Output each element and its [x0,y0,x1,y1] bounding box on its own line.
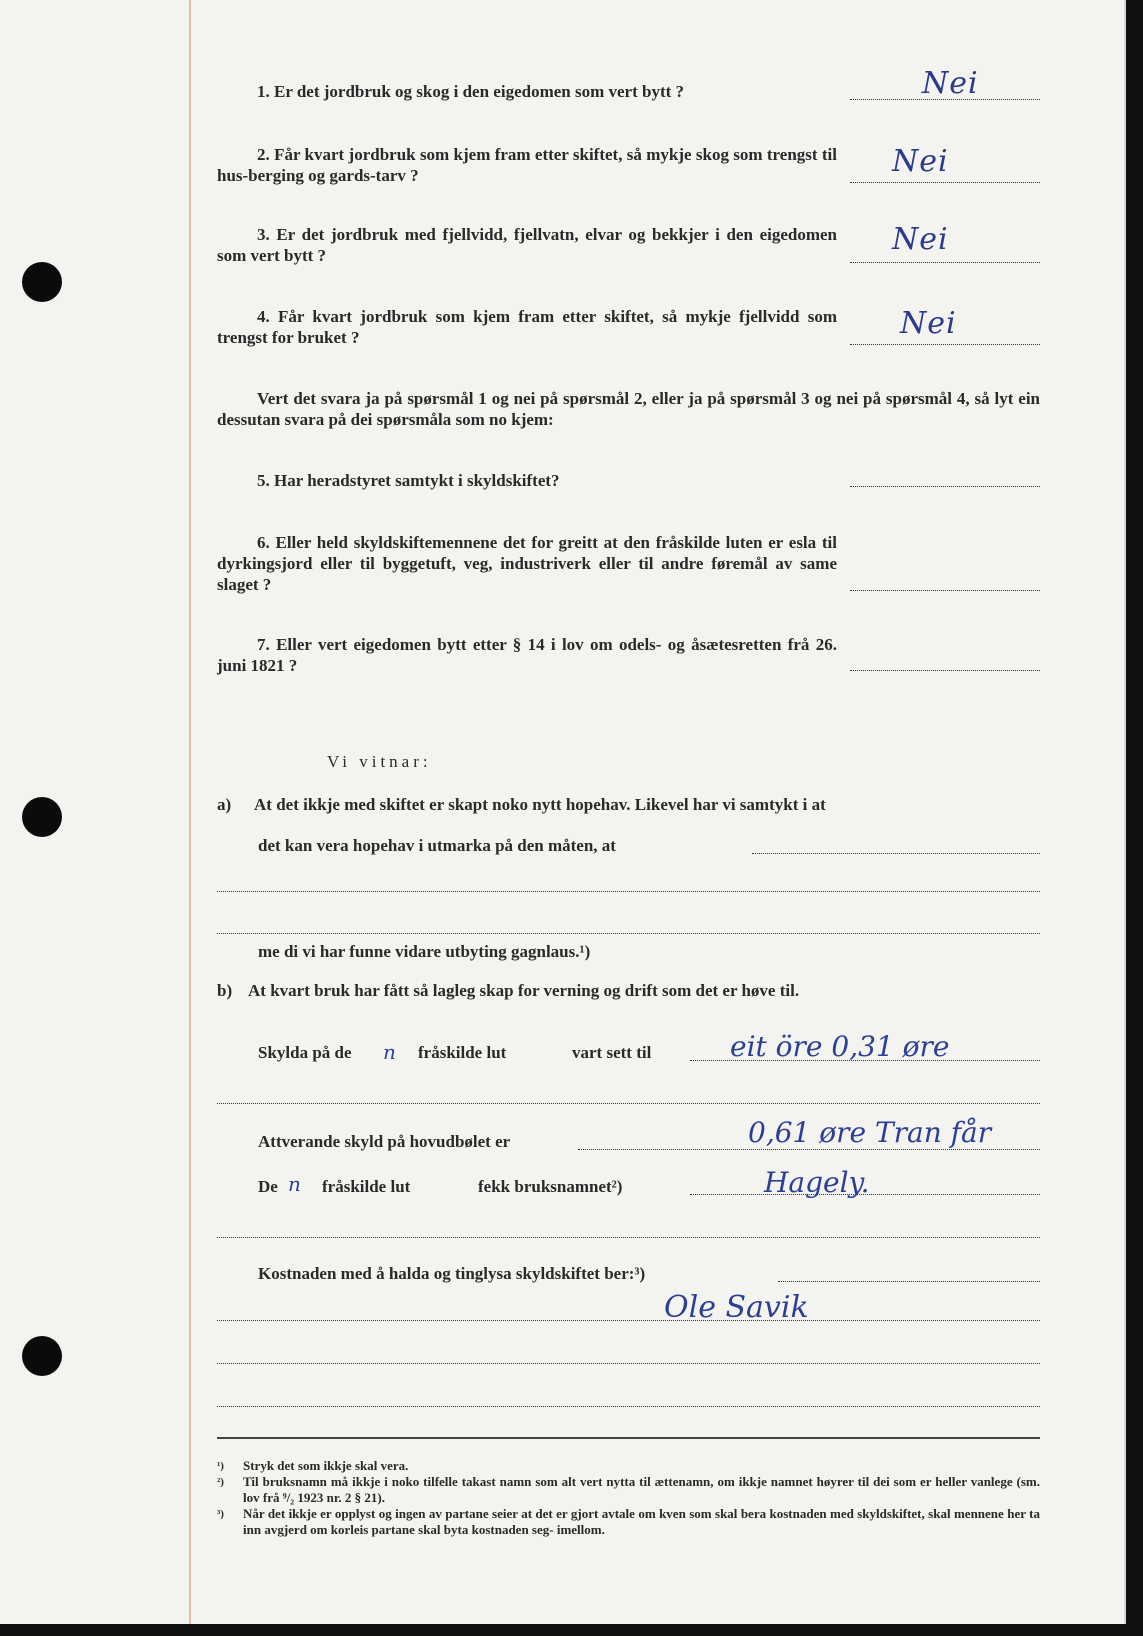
bruksnamn-value: Hagely. [764,1166,870,1199]
answer-line-5 [850,486,1040,487]
kostnad-line [778,1281,1040,1282]
punch-hole [22,797,62,837]
question-1: 1. Er det jordbruk og skog i den eigedomen som vert bytt ? [257,82,685,101]
hopehav-line [752,853,1040,854]
de-label: De [258,1177,278,1196]
witness-a-marker: a) [217,795,232,814]
kostnad-line-2 [217,1320,1040,1321]
de-lut-label: fråskilde lut [322,1177,411,1196]
skylda-value: eit öre 0,31 øre [730,1030,950,1063]
answer-line-3 [850,262,1040,263]
question-2: 2. Får kvart jordbruk som kjem fram etter skiftet, så mykje skog som trengst til hus-berging og gards-tarv ? [217,145,838,185]
margin-line [189,0,191,1624]
attverande-line [578,1149,1040,1150]
attverande-value: 0,61 øre Tran får [748,1116,992,1149]
signature: Ole Savik [664,1290,809,1325]
witness-a-continue: det kan vera hopehav i utmarka på den måten, at [258,836,616,855]
witness-a-end: me di vi har funne vidare utbyting gagnlaus.¹) [258,942,591,961]
footnote-3: ³) Når det ikkje er opplyst og ingen av partane seier at det er gjort avtale om kven som skal bera kostnaden med skyldskiftet, skal mennene her ta inn avgjerd om korleis partane skal byta kostnaden seg- imellom. [217,1506,1040,1537]
question-6: 6. Eller held skyldskiftemennene det for greitt at den fråskilde luten er esla til dyrkingsjord eller til byggetuft, veg, industriverk eller til andre føremål av same slaget ? [217,533,838,594]
question-5: 5. Har heradstyret samtykt i skyldskiftet? [257,471,560,490]
conditional-note: Vert det svara ja på spørsmål 1 og nei på spørsmål 2, eller ja på spørsmål 3 og nei på spørsmål 4, så lyt ein dessutan svara på dei spørsmåla som no kjem: [217,389,1040,429]
answer-1: Nei [922,66,979,101]
question-7: 7. Eller vert eigedomen bytt etter § 14 i lov om odels- og åsætesretten frå 26. juni 1821 ? [217,635,837,675]
answer-4: Nei [900,306,957,341]
answer-line-4 [850,344,1040,345]
de-handwritten-insert: n [288,1172,301,1196]
footnote-2: ²) Til bruksnamn må ikkje i noko tilfelle takast namn som alt vert nytta til ættenamn, om ikkje namnet høyrer til dei som er heller vanlege (sm. lov frå ⁹/₂ 1923 nr. 2 § 21). [217,1474,1040,1505]
bruksnamn-label: fekk bruksnamnet²) [478,1177,623,1196]
footnote-divider [217,1437,1040,1439]
punch-hole [22,1336,62,1376]
answer-2: Nei [892,144,949,179]
answer-line-7 [850,670,1040,671]
kostnad-line-3 [217,1363,1040,1364]
skylda-handwritten-insert: n [383,1040,396,1064]
question-4: 4. Får kvart jordbruk som kjem fram etter skiftet, så mykje fjellvidd som trengst for bruket ? [217,307,837,347]
answer-line-2 [850,182,1040,183]
witness-heading: Vi vitnar: [327,752,432,771]
kostnad-label: Kostnaden med å halda og tinglysa skyldskiftet ber:³) [258,1264,646,1283]
answer-3: Nei [892,222,949,257]
skylda-lut-label: fråskilde lut [418,1043,507,1062]
bruksnamn-line-2 [217,1237,1040,1238]
footnotes [217,1458,1040,1538]
witness-a-text: At det ikkje med skiftet er skapt noko nytt hopehav. Likevel har vi samtykt i at [254,795,826,814]
witness-b-marker: b) [217,981,233,1000]
skylda-line-2 [217,1103,1040,1104]
question-3: 3. Er det jordbruk med fjellvidd, fjellvatn, elvar og bekkjer i den eigedomen som vert bytt ? [217,225,837,265]
skylda-label: Skylda på de [258,1043,352,1062]
attverande-label: Attverande skyld på hovudbølet er [258,1132,511,1151]
punch-hole [22,262,62,302]
hopehav-line [217,891,1040,892]
skylda-sett-label: vart sett til [572,1043,652,1062]
answer-line-6 [850,590,1040,591]
hopehav-line [217,933,1040,934]
kostnad-line-4 [217,1406,1040,1407]
footnote-1: ¹) Stryk det som ikkje skal vera. [217,1458,409,1473]
witness-b-text: At kvart bruk har fått så lagleg skap for verning og drift som det er høve til. [248,981,800,1000]
